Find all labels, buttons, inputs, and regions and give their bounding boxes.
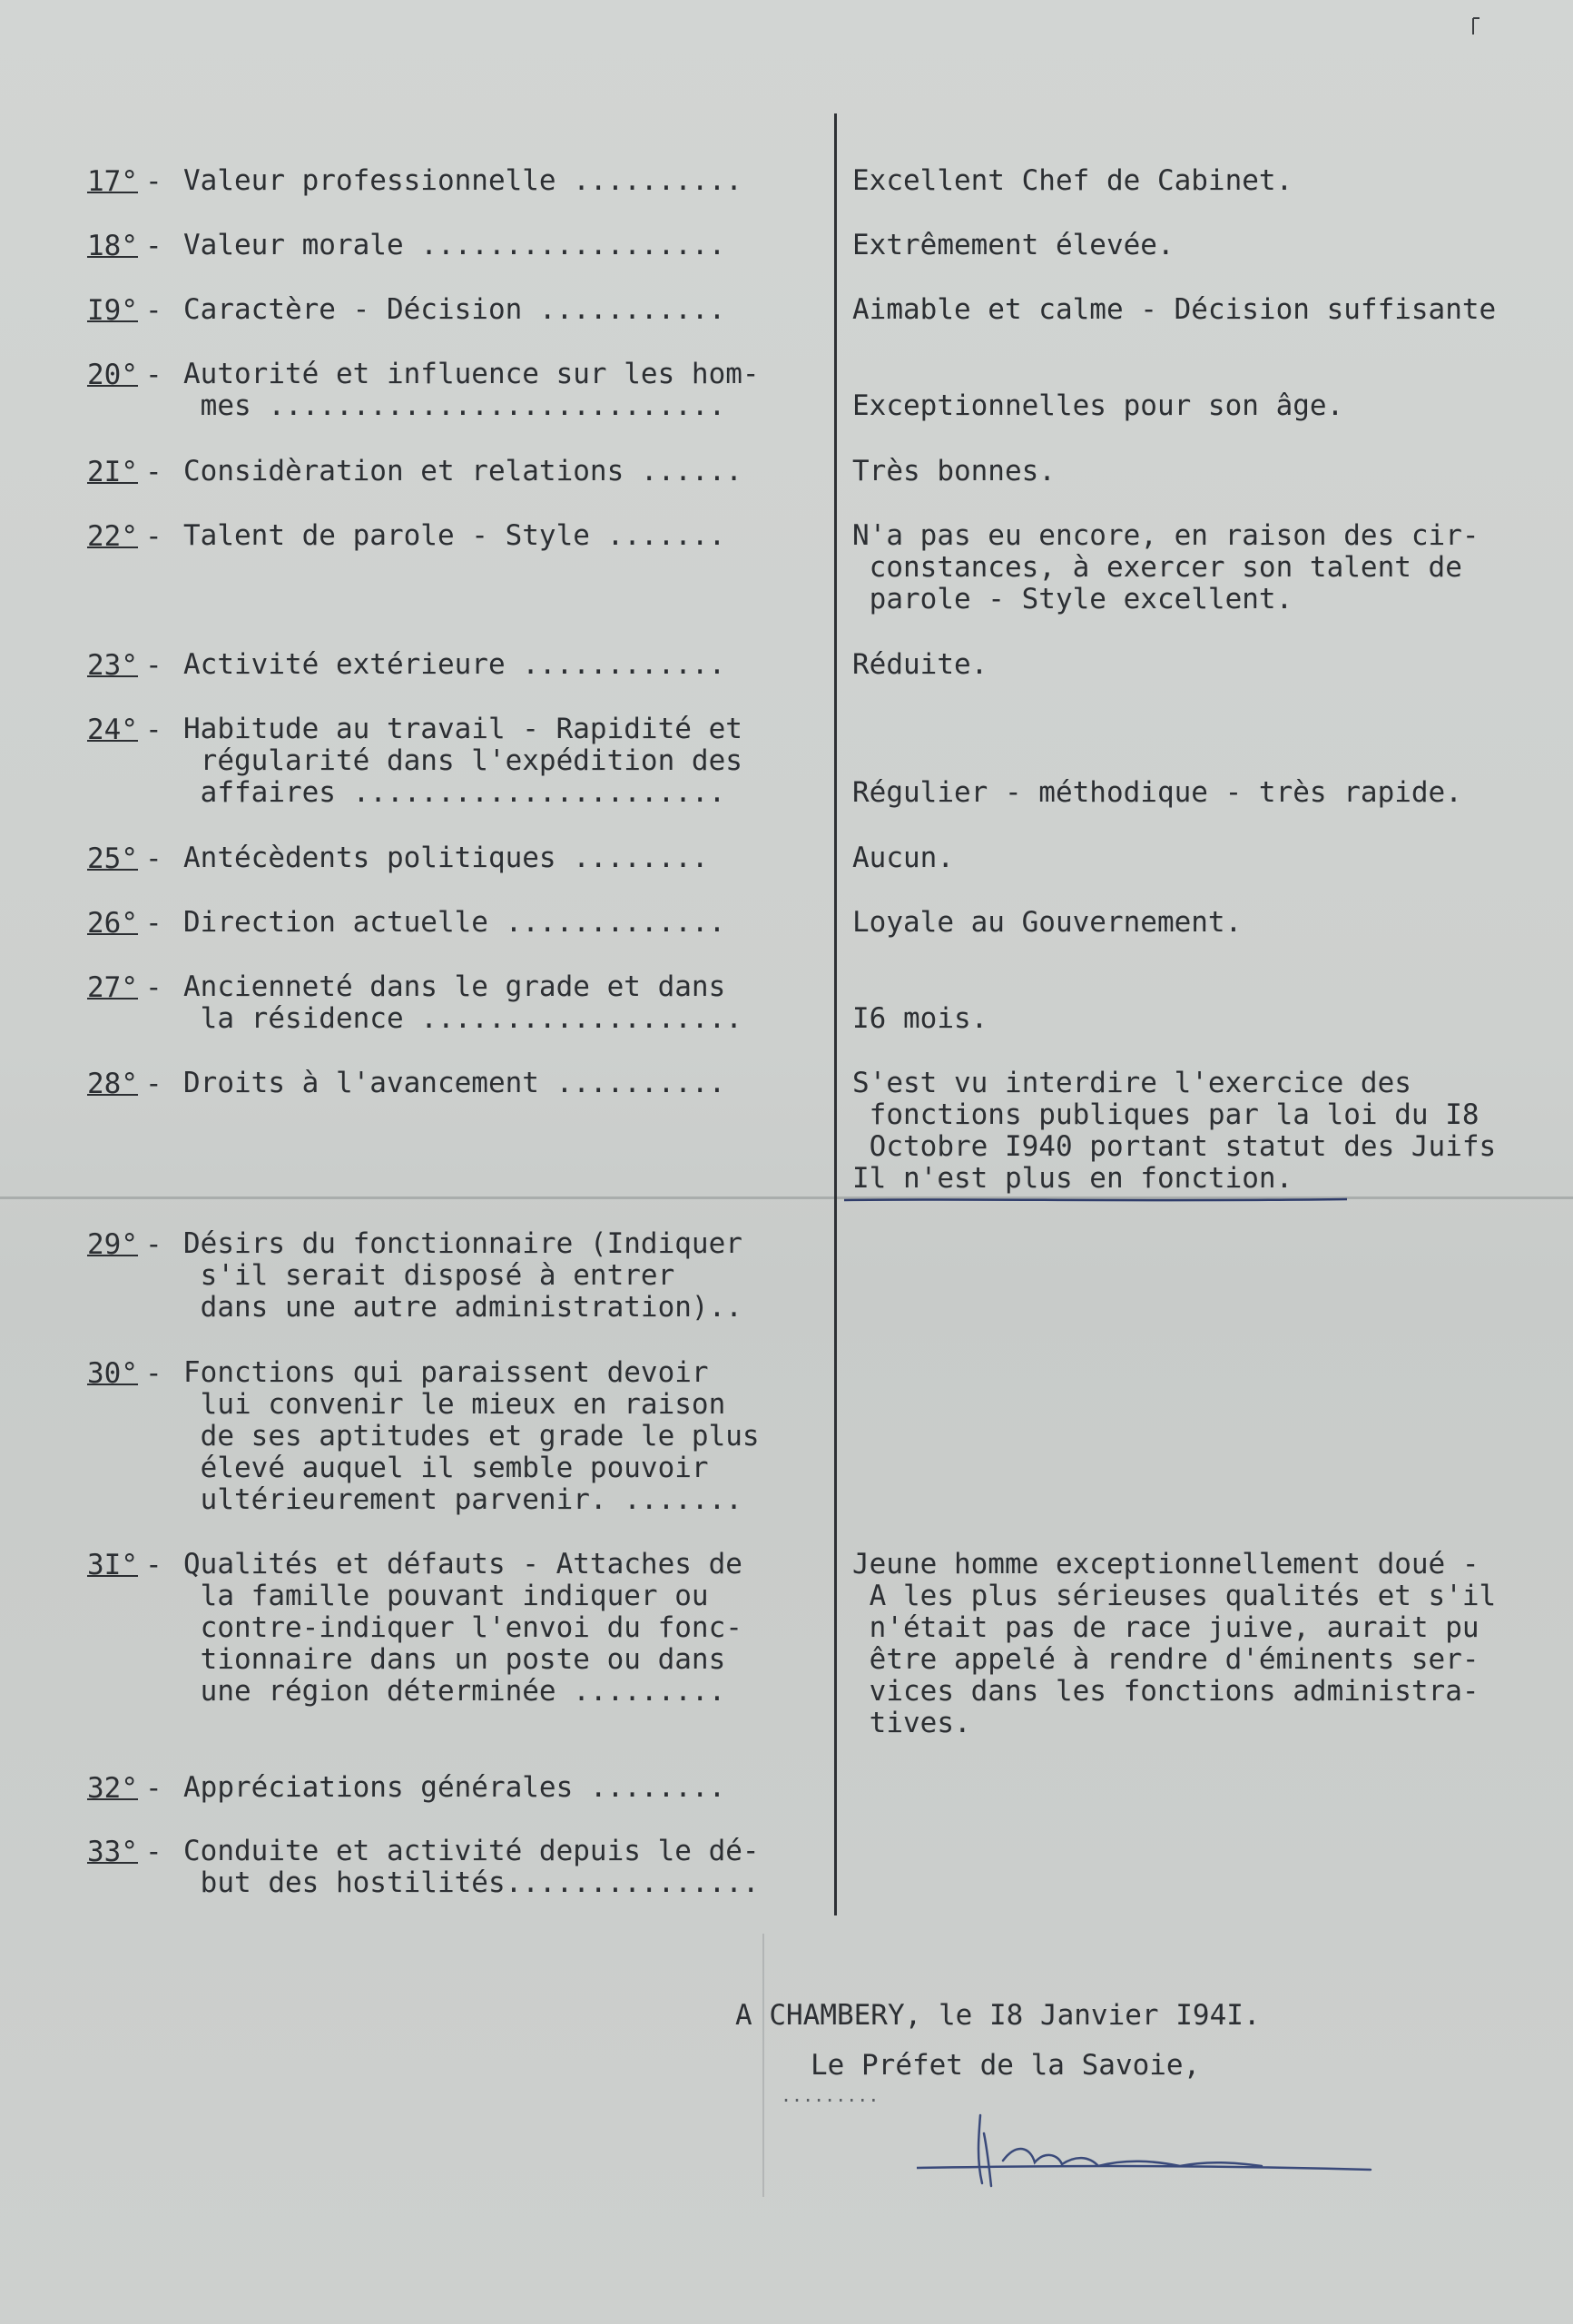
item-value: N'a pas eu encore, en raison des cir- constances, à exercer son talent de parole - Style excellent. bbox=[852, 519, 1480, 615]
item-label: Autorité et influence sur les hom- mes ........................... bbox=[183, 358, 760, 422]
item-dash: - bbox=[145, 520, 162, 553]
item-label: Désirs du fonctionnaire (Indiquer s'il serait disposé à entrer dans une autre administration).. bbox=[183, 1227, 742, 1324]
item-number: 30° bbox=[87, 1357, 138, 1390]
item-label: Antécèdents politiques ........ bbox=[183, 842, 709, 874]
item-value: Loyale au Gouvernement. bbox=[852, 906, 1243, 939]
item-number: 29° bbox=[87, 1228, 138, 1261]
item-number: 27° bbox=[87, 971, 138, 1004]
corner-mark bbox=[1470, 16, 1481, 36]
item-label: Caractère - Décision ........... bbox=[183, 293, 726, 326]
signatory-title: Le Préfet de la Savoie, bbox=[811, 2049, 1201, 2082]
item-label: Activité extérieure ............ bbox=[183, 648, 726, 681]
item-dash: - bbox=[145, 456, 162, 488]
item-number: 26° bbox=[87, 907, 138, 940]
item-dash: - bbox=[145, 649, 162, 682]
item-label: Ancienneté dans le grade et dans la résidence ................... bbox=[183, 970, 742, 1035]
handwritten-underline bbox=[842, 1196, 1351, 1204]
item-dash: - bbox=[145, 1357, 162, 1390]
item-dash: - bbox=[145, 294, 162, 327]
item-number: I9° bbox=[87, 294, 138, 327]
item-dash: - bbox=[145, 165, 162, 198]
item-label: Valeur professionnelle .......... bbox=[183, 164, 742, 197]
item-dash: - bbox=[145, 1068, 162, 1100]
item-dash: - bbox=[145, 1836, 162, 1868]
column-divider bbox=[834, 113, 837, 1915]
item-label: Considèration et relations ...... bbox=[183, 455, 742, 487]
item-dash: - bbox=[145, 230, 162, 262]
item-value: I6 mois. bbox=[852, 1002, 988, 1035]
item-number: 23° bbox=[87, 649, 138, 682]
item-label: Fonctions qui paraissent devoir lui convenir le mieux en raison de ses aptitudes et grade le plus élevé auquel il semble pouvoir ultérieurement parvenir. ....... bbox=[183, 1356, 760, 1516]
item-label: Habitude au travail - Rapidité et régularité dans l'expédition des affaires ...................... bbox=[183, 713, 742, 809]
item-value: Excellent Chef de Cabinet. bbox=[852, 164, 1293, 197]
item-label: Appréciations générales ........ bbox=[183, 1771, 726, 1804]
bleed-through-line bbox=[762, 1934, 764, 2197]
signature-dots: ......... bbox=[781, 2084, 880, 2106]
item-dash: - bbox=[145, 1228, 162, 1261]
item-number: 17° bbox=[87, 165, 138, 198]
item-number: 32° bbox=[87, 1772, 138, 1805]
item-number: 24° bbox=[87, 714, 138, 746]
item-value: Exceptionnelles pour son âge. bbox=[852, 389, 1344, 422]
item-value: S'est vu interdire l'exercice des fonctions publiques par la loi du I8 Octobre I940 portant statut des Juifs Il n'est plus en fonction. bbox=[852, 1067, 1497, 1195]
item-label: Talent de parole - Style ....... bbox=[183, 519, 726, 552]
item-dash: - bbox=[145, 714, 162, 746]
item-value: Très bonnes. bbox=[852, 455, 1056, 487]
item-number: 22° bbox=[87, 520, 138, 553]
item-value: Aimable et calme - Décision suffisante bbox=[852, 293, 1497, 326]
item-dash: - bbox=[145, 971, 162, 1004]
item-label: Droits à l'avancement .......... bbox=[183, 1067, 726, 1099]
item-label: Valeur morale .................. bbox=[183, 229, 726, 261]
item-label: Conduite et activité depuis le dé- but des hostilités............... bbox=[183, 1835, 760, 1899]
item-dash: - bbox=[145, 359, 162, 391]
item-label: Direction actuelle ............. bbox=[183, 906, 726, 939]
item-dash: - bbox=[145, 907, 162, 940]
item-number: 18° bbox=[87, 230, 138, 262]
item-value: Jeune homme exceptionnellement doué - A les plus sérieuses qualités et s'il n'était pas de race juive, aurait pu être appelé à rendre d'éminents ser- vices dans les fonctions administra- tives. bbox=[852, 1548, 1497, 1739]
item-number: 3I° bbox=[87, 1549, 138, 1581]
item-dash: - bbox=[145, 1772, 162, 1805]
item-number: 20° bbox=[87, 359, 138, 391]
item-value: Réduite. bbox=[852, 648, 988, 681]
item-number: 25° bbox=[87, 842, 138, 875]
handwritten-signature bbox=[917, 2106, 1389, 2197]
item-number: 28° bbox=[87, 1068, 138, 1100]
item-value: Extrêmement élevée. bbox=[852, 229, 1175, 261]
item-value: Régulier - méthodique - très rapide. bbox=[852, 776, 1462, 809]
item-number: 2I° bbox=[87, 456, 138, 488]
place-date: A CHAMBERY, le I8 Janvier I94I. bbox=[735, 1999, 1261, 2032]
item-number: 33° bbox=[87, 1836, 138, 1868]
item-dash: - bbox=[145, 1549, 162, 1581]
item-label: Qualités et défauts - Attaches de la famille pouvant indiquer ou contre-indiquer l'envoi du fonc- tionnaire dans un poste ou dans une région déterminée ......... bbox=[183, 1548, 742, 1708]
item-dash: - bbox=[145, 842, 162, 875]
item-value: Aucun. bbox=[852, 842, 954, 874]
